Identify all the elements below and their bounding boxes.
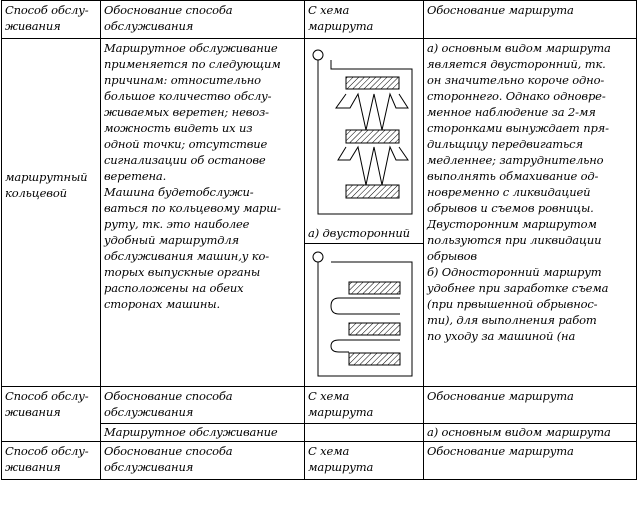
route-line: (при првышенной обрывнос- [427, 297, 598, 311]
method-line-1: маршрутный [5, 170, 88, 184]
reason-line: Маршрутное обслуживание [104, 41, 278, 55]
repeat-header-1-method-line-1: Способ обслу- [5, 389, 89, 403]
reason-line: ваться по кольцевому марш- [104, 201, 281, 215]
reason-line: руту, тк. это наиболее [104, 217, 250, 231]
machine-rect-middle [349, 323, 400, 335]
route-line: сторонками вынуждает пря- [427, 121, 609, 135]
reason-line: веретена. [104, 169, 167, 183]
scheme-caption-two-sided: а) двусторонний [308, 226, 410, 240]
reason-line: одной точки; отсутствие [104, 137, 268, 151]
repeat-header-2-method-line-2: живания [5, 460, 61, 474]
repeat-header-2-scheme-line-1: С хема [308, 444, 350, 458]
route-line: является двусторонний, тк. [427, 57, 606, 71]
header-route-line-1: Обоснование маршрута [427, 3, 574, 17]
machine-rect-top [349, 282, 400, 294]
route-line: менное наблюдение за 2-мя [427, 105, 596, 119]
route-line: ти), для выполнения работ [427, 313, 597, 327]
header-method-line-1: Способ обслу- [5, 3, 89, 17]
header-scheme-line-1: С хема [308, 3, 350, 17]
repeat-header-2-route-line-1: Обоснование маршрута [427, 444, 574, 458]
route-line: новременно с ликвидацией [427, 185, 591, 199]
machine-rect-bottom [349, 353, 400, 365]
method-line-2: кольцевой [5, 186, 67, 200]
route-line: обрывов и съемов ровницы. [427, 201, 594, 215]
repeat-header-2-reason-line-2: обслуживания [104, 460, 194, 474]
route-line: б) Односторонний маршрут [427, 265, 602, 279]
route-line: медленнее; затруднительно [427, 153, 604, 167]
reason-line: применяется по следующим [104, 57, 281, 71]
start-point-circle [313, 252, 323, 262]
route-line: Двусторонним маршрутом [427, 217, 597, 231]
zigzag-route-lower [338, 147, 408, 185]
repeat-header-1-reason-line-2: обслуживания [104, 405, 194, 419]
machine-rect-bottom [346, 185, 399, 198]
header-method-line-2: живания [5, 19, 61, 33]
header-scheme-line-2: маршрута [308, 19, 374, 33]
route-line: а) основным видом маршрута [427, 41, 611, 55]
reason-line: торых выпускные органы [104, 265, 261, 279]
reason-line: Машина будетобслужи- [104, 185, 254, 199]
repeat-header-2-reason-line-1: Обоснование способа [104, 444, 233, 458]
reason-line: можность видеть их из [104, 121, 253, 135]
repeat-header-1-scheme-line-2: маршрута [308, 405, 374, 419]
fragment-reason: Маршрутное обслуживание [104, 425, 278, 439]
route-line: по уходу за машиной (на [427, 329, 576, 343]
header-reason-line-1: Обоснование способа [104, 3, 233, 17]
reason-line: расположены на обеих [104, 281, 244, 295]
reason-line: сигнализации об останове [104, 153, 266, 167]
one-sided-route [313, 252, 412, 376]
route-line: пользуются при ликвидации [427, 233, 602, 247]
repeat-header-1-scheme-line-1: С хема [308, 389, 350, 403]
reason-line: обслуживания машин,у ко- [104, 249, 269, 263]
header-reason-line-2: обслуживания [104, 19, 194, 33]
reason-line: сторонах машины. [104, 297, 221, 311]
repeat-header-1-reason-line-1: Обоснование способа [104, 389, 233, 403]
zigzag-route-upper [336, 94, 408, 130]
fragment-route: а) основным видом маршрута [427, 425, 611, 439]
route-line: дильщицу передвигаться [427, 137, 583, 151]
reason-line: большое количество обслу- [104, 89, 272, 103]
route-line: обрывов [427, 249, 477, 263]
reason-line: живаемых веретен; невоз- [104, 105, 269, 119]
machine-rect-middle [346, 130, 399, 143]
repeat-header-1-route-line-1: Обоснование маршрута [427, 389, 574, 403]
reason-line: удобный маршрутдля [104, 233, 240, 247]
route-line: выполнять обмахивание од- [427, 169, 599, 183]
machine-rect-top [346, 77, 399, 89]
reason-line: причинам: относительно [104, 73, 261, 87]
route-line: стороннего. Однако одновре- [427, 89, 606, 103]
two-sided-route [313, 50, 412, 214]
repeat-header-2-method-line-1: Способ обслу- [5, 444, 89, 458]
repeat-header-1-method-line-2: живания [5, 405, 61, 419]
route-line: он значительно короче одно- [427, 73, 605, 87]
repeat-header-2-scheme-line-2: маршрута [308, 460, 374, 474]
start-point-circle [313, 50, 323, 60]
route-line: удобнее при заработке съема [427, 281, 609, 295]
